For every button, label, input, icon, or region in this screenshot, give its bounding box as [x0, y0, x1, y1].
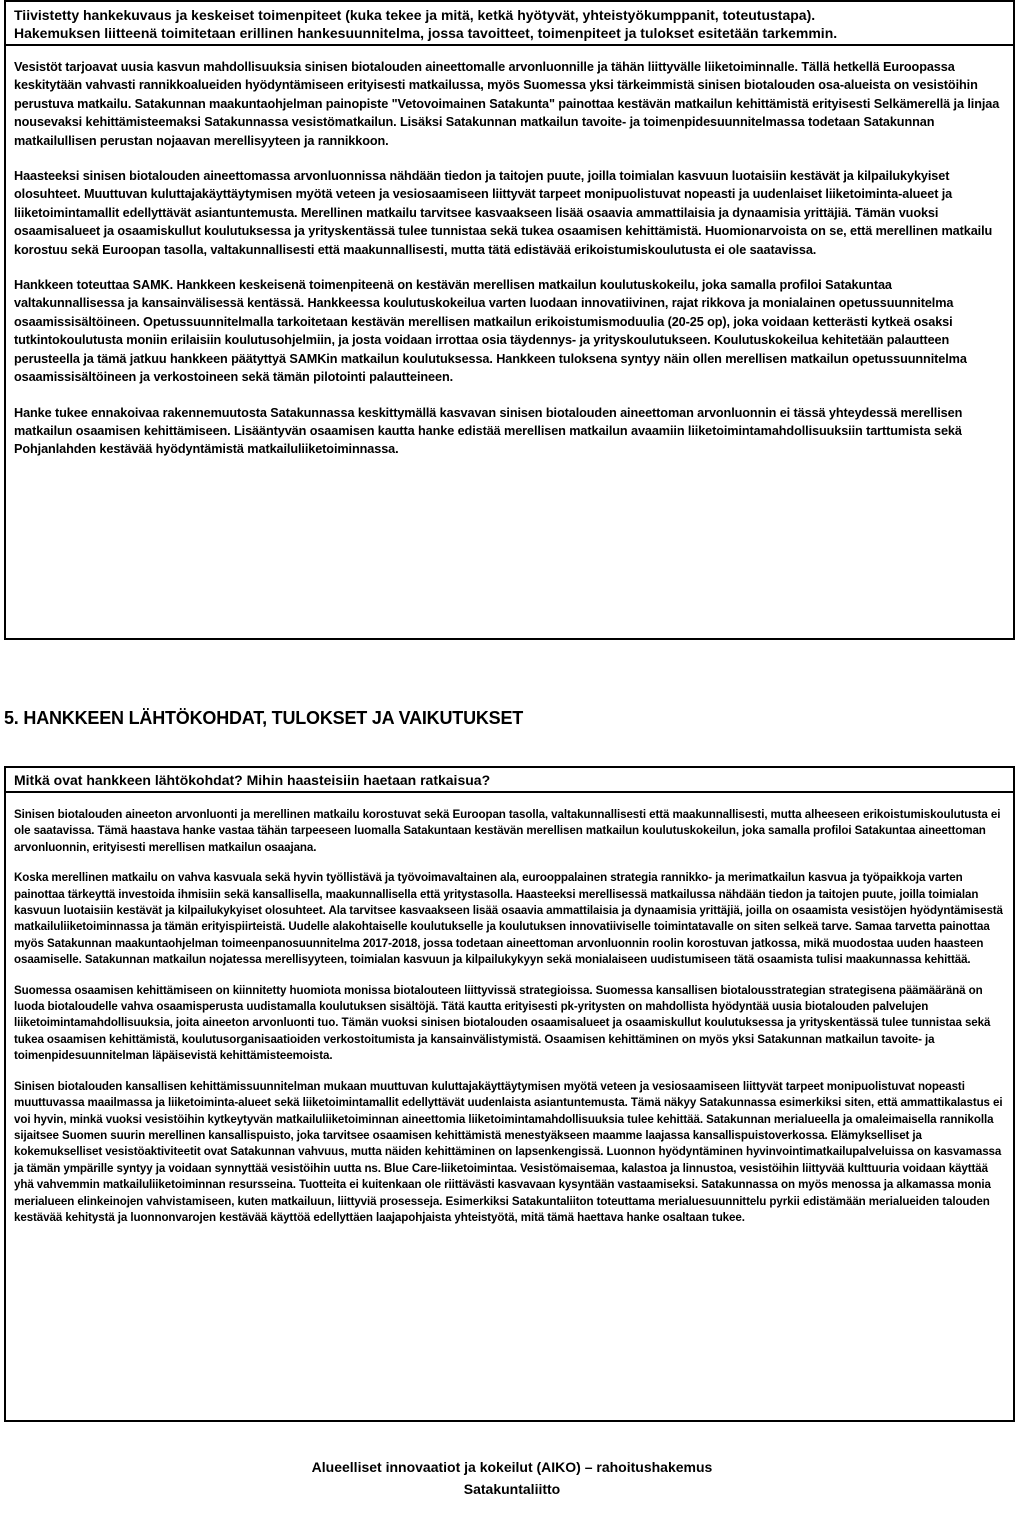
section-title: 5. HANKKEEN LÄHTÖKOHDAT, TULOKSET JA VAIKUTUKSET: [4, 708, 524, 728]
summary-title: Tiivistetty hankekuvaus ja keskeiset toimenpiteet (kuka tekee ja mitä, ketkä hyötyvät, yhteistyökumppanit, toteutustapa).: [14, 7, 816, 23]
page-footer: [0, 1456, 1024, 1500]
starting-points-paragraph: Sinisen biotalouden aineeton arvonluonti ja merellinen matkailu korostuvat sekä Euroopan tasolla, valtakunnallisesti että maakunnallisesti, mutta alheeseen erikoistumiskoulutusta ei ole saatavissa. Tämä haastava hanke vastaa tähän tarpeeseen luomalla Satakuntaan kestävän merellisen matkailun koulutuskokeilun, joka samalla profiloi Satakuntaa aineettoman arvonluonnin, erityisesti merellisen matkailun osaajana.: [14, 808, 1001, 854]
starting-points-box: [4, 766, 1015, 1422]
footer-line-organization: Satakuntaliitto: [463, 1481, 561, 1497]
summary-paragraph: Hanke tukee ennakoivaa rakennemuutosta Satakunnassa keskittymällä kasvavan sinisen biotalouden aineettoman arvonluonnin ei tässä yhteydessä merellisen matkailun osaamisen kehittämiseen. Lisääntyvän osaamisen kautta hanke edistää merellisen matkailun avaamiin liiketoimintamahdollisuuksiin tarttumista sekä Pohjanlahden kestävää hyödyntämistä matkailuliiketoiminnassa.: [14, 405, 963, 457]
starting-points-heading: Mitkä ovat hankkeen lähtökohdat? Mihin haasteisiin haetaan ratkaisua?: [6, 768, 1013, 793]
summary-heading: [6, 2, 1013, 46]
starting-points-paragraph: Suomessa osaamisen kehittämiseen on kiinnitetty huomiota monissa biotalouteen liittyvissä strategioissa. Suomessa kansallisen biotalousstrategian strategisena päämääränä on luoda biotaloudelle vahva osaamisperusta uudistamalla koulutuksen sisältöjä. Tätä kautta erityisesti pk-yritysten on mahdollista hyödyntää uusia biotalouden palvelujen liiketoimintamahdollisuuksia, joita aineeton arvonluonti tuo. Tämän vuoksi sinisen biotalouden osaamisalueet ja osaamiskullut koulutuksessa ja yrityskentässä tulee tunnistaa sekä tukea osaamisen kehittämistä, koulutusorganisaatioiden verkostoitumista ja kansainvälistymistä. Osaamisen kehittäminen on myös yksi Satakunnan matkailun tavoite- ja toimenpidesuunnitelman läpäisevistä kehittämisteemoista.: [14, 983, 991, 1063]
summary-subtitle: Hakemuksen liitteenä toimitetaan erillinen hankesuunnitelma, jossa tavoitteet, toimenpiteet ja tulokset esitetään tarkemmin.: [14, 25, 838, 41]
summary-paragraph: Hankkeen toteuttaa SAMK. Hankkeen keskeisenä toimenpiteenä on kestävän merellisen matkailun koulutuskokeilu, joka samalla profiloi Satakuntaa valtakunnallisessa ja kansainvälisessä kentässä. Hankkeessa koulutuskokeilua varten luodaan innovatiivinen, rajat rikkova ja monialainen opetussuunnitelma osaamissisältöineen. Opetussuunnitelmalla tarkoitetaan kestävän merellisen matkailun erikoistumismoduulia (20-25 op), joka voidaan ketterästi kytkeä osaksi tutkintokoulutusta moniin erilaisiin koulutusohjelmiin, ja josta voidaan irrottaa osia täydennys- ja yrityskoulutukseen. Koulutuskokeilua kehitetään palautteen perusteella ja tämä jatkuu hankkeen päätyttyä SAMKin matkailun koulutuksessa. Hankkeen tuloksena syntyy näin ollen merellisen matkailun opetussuunnitelma osaamissisältöineen ja verkostoineen sekä tämän pilotointi palautteineen.: [14, 278, 967, 385]
summary-body: [6, 46, 1013, 459]
summary-paragraph: Vesistöt tarjoavat uusia kasvun mahdollisuuksia sinisen biotalouden aineettomalle arvonluonnille ja tähän liittyvälle liiketoiminnalle. Tällä hetkellä Euroopassa keskitytään vahvasti rannikkoalueiden hyödyntämiseen erityisesti matkailussa, myös Suomessa yksi tärkeimmistä sinisen biotalouden osa-alueista on vesistöihin perustuva matkailu. Satakunnan maakuntaohjelman painopiste "Vetovoimainen Satakunta" painottaa kestävän matkailun kehittämistä erityisesti Selkämerellä ja linjaa nousevaksi kehittämisteemaksi Satakunnassa vesistömatkailun. Lisäksi Satakunnan matkailun tavoite- ja toimenpidesuunnitelmassa todetaan Satakunnan matkailullisen perustan nojaavan merellisyyteen ja rannikkoon.: [14, 60, 1000, 148]
starting-points-paragraph: Sinisen biotalouden kansallisen kehittämissuunnitelman mukaan muuttuvan kuluttajakäyttäytymisen myötä veteen ja vesiosaamiseen liittyvät tarpeet monipuolistuvat nopeasti muuttuvassa maailmassa ja liiketoiminta-alueet sekä liiketoimintamallit edellyttävät uudenlaista asiantuntemusta. Tämä näkyy Satakunnassa esimerkiksi siten, että ammattikalastus ei voi hyvin, minkä vuoksi vesistöihin kytkeytyvän matkailuliiketoiminnan aineettomia liiketoimintamahdollisuuksia tulee kehittää. Satakunnan merialueella ja omaleimaisella rannikolla sijaitsee Suomen suurin merellinen kansallispuisto, joka tarvitsee osaamisen kehittämistä menestyäkseen maamme laajassa kansallispuistoverkossa. Elämykselliset ja kokemukselliset vesistöaktiviteetit ovat Satakunnan vahvuus, mutta näiden kehittäminen on lapsenkengissä. Luonnon hyödyntäminen hyvinvointimatkailupalveluissa on kasvamassa ja tämän ympärille syntyy ja voidaan synnyttää vesistöihin uutta ns. Blue Care-liiketoimintaa. Vesistömaisemaa, kalastoa ja linnustoa, vesistöihin liittyvää kulttuuria voidaan käyttää yhä vahvemmin matkailuliiketoiminnan resursseina. Tuotteita ei kuitenkaan ole riittävästi kasvavaan kysyntään vastaamiseksi. Satakunnassa on myös menossa ja alkamassa monia merialueen elinkeinojen vahvistamiseen, kuten matkailuun, liittyviä prosesseja. Esimerkiksi Satakuntaliiton toteuttama merialuesuunnittelu pyrkii edistämään merialueiden talouden kestävää kehitystä ja luonnonvarojen kestävää käyttöä edellyttäen laajapohjaista yhteistyötä, mitä tämä haettava hanke osaltaan tukee.: [14, 1079, 1003, 1224]
summary-paragraph: Haasteeksi sinisen biotalouden aineettomassa arvonluonnissa nähdään tiedon ja taitojen puute, joilla toimialan kasvuun luotaisiin kestävät ja kilpailukykyiset olosuhteet. Muuttuvan kuluttajakäyttäytymisen myötä veteen ja vesiosaamiseen liittyvät tarpeet monipuolistuvat nopeasti ja uudenlaiset liiketoiminta-alueet ja liiketoimintamallit edellyttävät asiantuntemusta. Merellinen matkailu tarvitsee kasvaakseen lisää osaavia ammattilaisia ja dynaamisia yrittäjiä. Tämän vuoksi osaamisalueet ja osaamiskullut koulutuksessa ja yrityskentässä tulee tunnistaa sekä tukea osaamisen kehittämistä. Huomionarvoista on se, että merellinen matkailu korostuu sekä Euroopan tasolla, valtakunnallisesti että maakunnallisesti, mutta tätä edistävää erikoistumiskoulutusta ei ole saatavissa.: [14, 169, 993, 257]
project-summary-box: [4, 0, 1015, 640]
footer-line-program: Alueelliset innovaatiot ja kokeilut (AIKO) – rahoitushakemus: [311, 1459, 713, 1475]
starting-points-paragraph: Koska merellinen matkailu on vahva kasvuala sekä hyvin työllistävä ja työvoimavaltainen ala, eurooppalainen strategia rannikko- ja merimatkailun kasvua ja työpaikkoja varten painottaa tärkeyttä investoida ihmisiin sekä kansallisella, maakunnallisella että yritystasolla. Haasteeksi merellisessä matkailussa nähdään tiedon ja taitojen puute, joilla toimialan kasvuun luotaisiin kestävät ja kilpailukykyiset olosuhteet. Ala tarvitsee kasvaakseen lisää osaavia ammattilaisia ja dynaamisia yrittäjiä, joilla on osaamista vesistöjen hyödyntämisestä matkailuliiketoiminnassa ja tämän erityispiirteistä. Uudelle alakohtaiselle koulutukselle ja koulutuksen innovatiiviselle toimintatavalle on siten selkeä tarve. Samaa tarvetta painottaa myös Satakunnan maakuntaohjelman toimeenpanosuunnitelma 2017-2018, jossa todetaan aineettoman arvonluonnin roolin korostuvan jatkossa, mikä muodostaa uuden haasteen osaamiselle. Satakunnan matkailun nojatessa merellisyyteen, toimialan kasvuun ja kilpailukykyyn sekä monialaiseen uudistumiseen tätä osaamista tulisi maakunnassa kehittää.: [14, 871, 1003, 967]
starting-points-body: [6, 793, 1013, 1226]
